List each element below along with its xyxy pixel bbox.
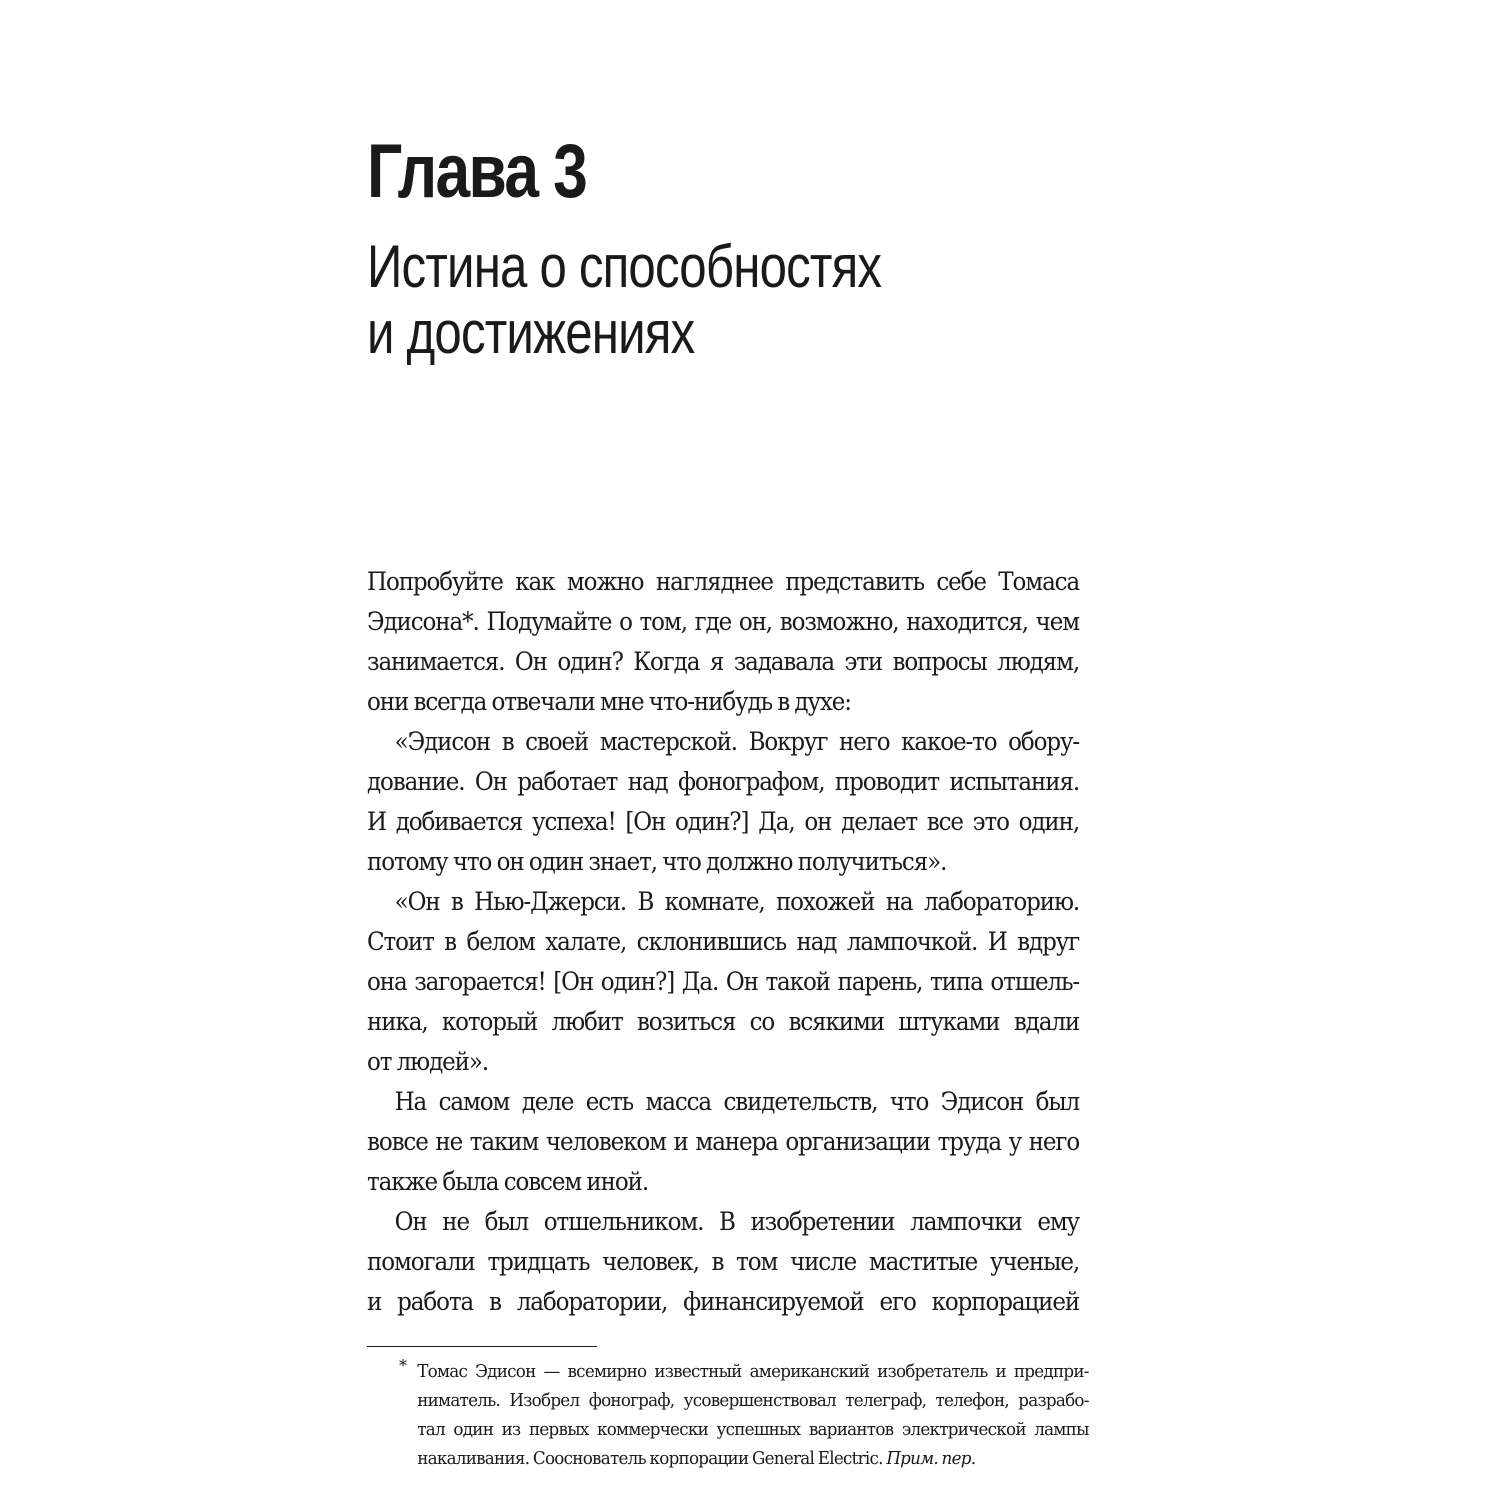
text-line: помогали тридцать человек, в том числе маститые ученые, xyxy=(367,1247,1080,1276)
chapter-title xyxy=(367,234,881,366)
text-line: также была совсем иной. xyxy=(367,1167,649,1196)
text-line: И добивается успеха! [Он один?] Да, он делает все это один, xyxy=(367,807,1080,836)
text-line: дование. Он работает над фонографом, проводит испытания. xyxy=(367,767,1080,796)
text-line: они всегда отвечали мне что-нибудь в духе: xyxy=(367,687,851,716)
text-line: Он не был отшельником. В изобретении лампочки ему xyxy=(394,1207,1080,1236)
footnote-divider xyxy=(367,1346,597,1347)
paragraph xyxy=(367,562,1079,722)
text-line: «Эдисон в своей мастерской. Вокруг него какое-то обору- xyxy=(394,727,1080,756)
footnote-line xyxy=(367,1444,1089,1473)
paragraph xyxy=(367,722,1079,882)
text-line: занимается. Он один? Когда я задавала эти вопросы людям, xyxy=(367,647,1080,676)
body-text xyxy=(367,562,1079,1322)
text-line: вовсе не таким человеком и манера организации труда у него xyxy=(367,1127,1080,1156)
text-line: от людей». xyxy=(367,1047,489,1076)
chapter-title-line: Истина о способностях xyxy=(367,233,882,300)
chapter-number: Глава 3 xyxy=(367,129,587,214)
footnote-line: Томас Эдисон — всемирно известный американский изобретатель и предпри- xyxy=(417,1361,1089,1382)
chapter-title-line: и достижениях xyxy=(367,299,695,366)
footnote-line: тал один из первых коммерчески успешных вариантов электрической лампы xyxy=(417,1419,1089,1440)
text-line: «Он в Нью-Джерси. В комнате, похожей на лабораторию. xyxy=(394,887,1080,916)
text-line: На самом деле есть масса свидетельств, что Эдисон был xyxy=(394,1087,1080,1116)
footnote-marker: * xyxy=(399,1356,407,1375)
text-line: она загорается! [Он один?] Да. Он такой парень, типа отшель- xyxy=(367,967,1080,996)
paragraph xyxy=(367,1082,1079,1202)
text-line: Эдисона*. Подумайте о том, где он, возможно, находится, чем xyxy=(367,607,1080,636)
footnote-text: накаливания. Сооснователь корпорации General Electric. xyxy=(417,1448,883,1469)
translator-note-tag: Прим. пер. xyxy=(886,1448,976,1469)
text-line: Стоит в белом халате, склонившись над лампочкой. И вдруг xyxy=(367,927,1080,956)
text-line: и работа в лаборатории, финансируемой его корпорацией xyxy=(367,1287,1080,1316)
paragraph xyxy=(367,1202,1079,1322)
footnote xyxy=(367,1357,1143,1473)
text-line: Попробуйте как можно нагляднее представить себе Томаса xyxy=(367,567,1080,596)
footnote-line: ниматель. Изобрел фонограф, усовершенствовал телеграф, телефон, разрабо- xyxy=(417,1390,1089,1411)
text-line: потому что он один знает, что должно получиться». xyxy=(367,847,947,876)
text-line: ника, который любит возиться со всякими штуками вдали xyxy=(367,1007,1080,1036)
paragraph xyxy=(367,882,1079,1082)
